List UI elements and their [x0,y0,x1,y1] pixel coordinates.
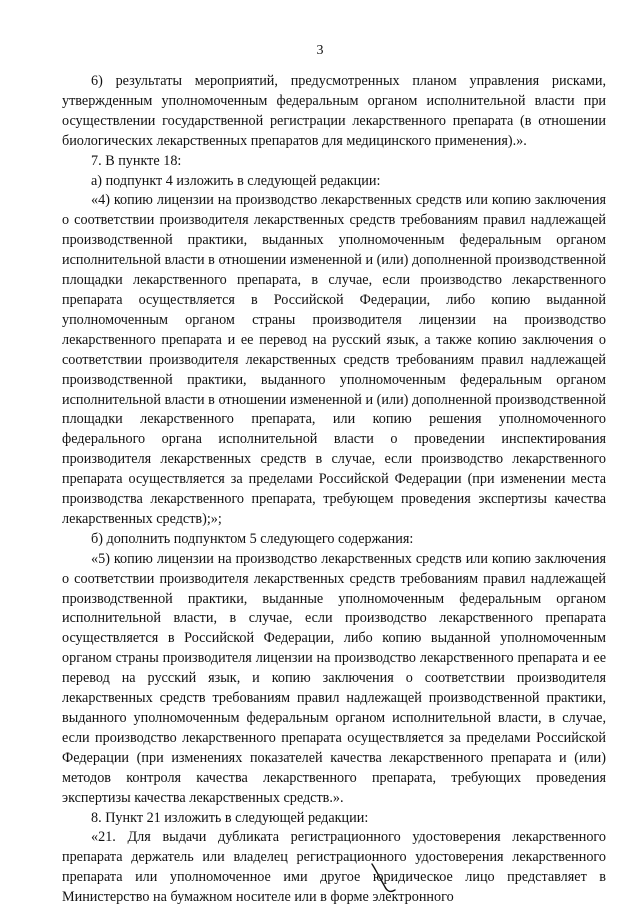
paragraph-item-5: «5) копию лицензии на производство лекарственных средств или копию заключения о соответствии производителя лекарственных средств требованиям правил надлежащей производственной практики, выданные уполномоченным федеральным органом исполнительной власти, в случае, если производство лекарственного препарата осуществляется в Российской Федерации, либо копию выданной уполномоченным органом страны производителя лицензии на производство лекарственного препарата и ее перевод на русский язык, и копию заключения о соответствии производителя лекарственных средств требованиям правил надлежащей производственной практики, выданного уполномоченным федеральным органом исполнительной власти, в случае, если производство лекарственного препарата осуществляется за пределами Российской Федерации (при изменениях показателей качества лекарственного препарата и (или) методов контроля качества лекарственного препарата, требующих проведения экспертизы качества лекарственных средств.». [62,550,606,806]
page-number: 3 [316,43,324,58]
paragraph-point-21: «21. Для выдачи дубликата регистрационного удостоверения лекарственного препарата держатель или владелец регистрационного удостоверения лекарственного препарата или уполномоченное ими другое юридическое лицо представляет в Министерство на бумажном носителе или в форме электронного [62,829,606,906]
document-body [62,72,606,908]
paragraph-subpoint-a: а) подпункт 4 изложить в следующей редакции: [91,172,381,189]
paragraph-item-4: «4) копию лицензии на производство лекарственных средств или копию заключения о соответствии производителя лекарственных средств требованиям правил надлежащей производственной практики, выданных уполномоченным федеральным органом исполнительной власти в отношении измененной и (или) дополненной производственной площадки лекарственного препарата, в случае, если производство лекарственного препарата осуществляется в Российской Федерации, либо копию выданной уполномоченным органом страны производителя лицензии на производство лекарственного препарата и ее перевод на русский язык, а также копию заключения о соответствии производителя лекарственных средств требованиям правил надлежащей производственной практики, выданного уполномоченным федеральным органом исполнительной власти в отношении измененной и (или) дополненной производственной площадки лекарственного препарата, или копию решения уполномоченного федерального органа исполнительной власти о проведении инспектирования производителя лекарственных средств в случае, если производство лекарственного препарата осуществляется за пределами Российской Федерации (при изменении места производства лекарственного препарата, требующем проведения экспертизы качества лекарственных средств);»; [62,192,606,527]
paragraph-item-6: 6) результаты мероприятий, предусмотренных планом управления рисками, утвержденным уполномоченным федеральным органом исполнительной власти при осуществлении государственной регистрации лекарственного препарата (в отношении биологических лекарственных препаратов для медицинского применения).». [62,73,606,149]
paragraph-point-8: 8. Пункт 21 изложить в следующей редакции: [91,809,369,826]
paragraph-point-7: 7. В пункте 18: [91,152,182,169]
paragraph-subpoint-b: б) дополнить подпунктом 5 следующего содержания: [91,530,414,547]
pen-mark-icon [368,860,408,896]
